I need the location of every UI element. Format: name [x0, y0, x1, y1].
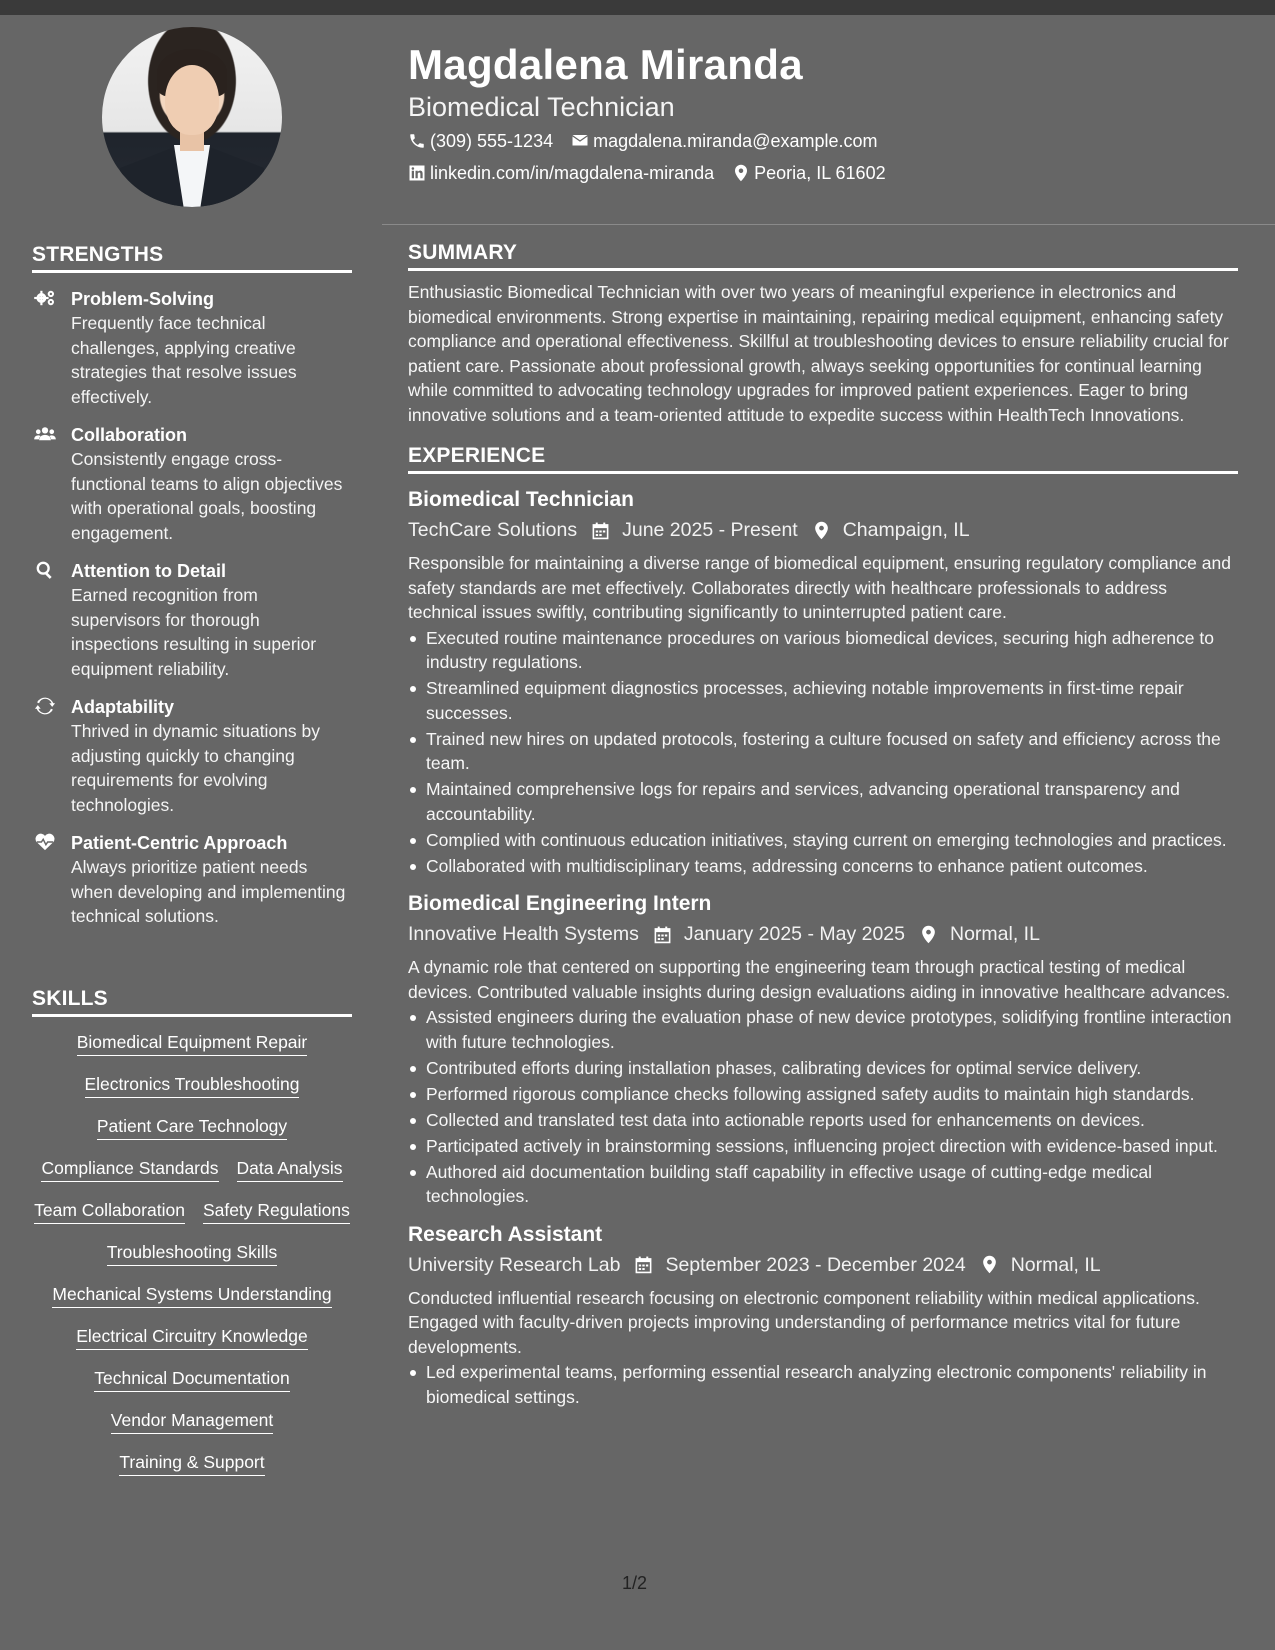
job-company: TechCare Solutions — [408, 519, 578, 541]
job-description: Conducted influential research focusing on electronic component reliability within medical applications. Engaged with faculty-driven projects improving understanding of performance metrics vital for future developments. — [408, 1287, 1200, 1357]
map-marker-icon — [812, 521, 831, 540]
strength-title: Patient-Centric Approach — [71, 833, 288, 853]
strength-desc: Always prioritize patient needs when developing and implementing technical solutions. — [71, 857, 346, 926]
skill-list — [32, 1031, 352, 1493]
resume-header — [408, 40, 1238, 188]
phone-contact — [408, 126, 553, 156]
job-bullet: Participated actively in brainstorming sessions, influencing project direction with evidence-based input. — [408, 1134, 1238, 1159]
search-icon — [32, 560, 58, 580]
job-location: Normal, IL — [1010, 1253, 1101, 1276]
users-icon — [32, 424, 58, 444]
top-bar — [0, 0, 1275, 15]
job-location: Champaign, IL — [842, 519, 970, 541]
job-entry — [408, 890, 1238, 1209]
skill-tag: Training & Support — [119, 1451, 264, 1476]
linkedin-icon — [408, 164, 426, 182]
job-title: Biomedical Engineering Intern — [408, 892, 712, 915]
gears-icon — [32, 288, 58, 308]
main-column — [408, 241, 1238, 1411]
strength-item — [32, 695, 352, 817]
candidate-role: Biomedical Technician — [408, 92, 675, 122]
skill-tag: Data Analysis — [237, 1157, 343, 1182]
phone-icon — [408, 132, 426, 150]
skill-tag: Safety Regulations — [203, 1199, 350, 1224]
job-bullets — [408, 1360, 1238, 1409]
skill-tag: Electronics Troubleshooting — [85, 1073, 300, 1098]
job-dates: January 2025 - May 2025 — [683, 923, 905, 945]
job-title: Biomedical Technician — [408, 488, 635, 511]
job-dates: September 2023 - December 2024 — [665, 1253, 966, 1276]
strength-desc: Earned recognition from supervisors for thorough inspections resulting in superior equipment reliability. — [71, 585, 317, 679]
profile-photo — [102, 27, 282, 207]
summary-text: Enthusiastic Biomedical Technician with over two years of meaningful experience in electronics and biomedical environments. Strong expertise in maintaining, repairing medical equipment, enhancing safety compliance and operational effectiveness. Skillful at troubleshooting devices to ensure reliability crucial for patient care. Passionate about professional growth, always seeking opportunities for continual learning while committed to advocating technology upgrades for improved patient experiences. Eager to bring innovative solutions and a team-oriented attitude to expedite success within HealthTech Innovations. — [408, 282, 1229, 425]
email-contact[interactable] — [571, 126, 877, 156]
skill-tag: Patient Care Technology — [97, 1115, 287, 1140]
skill-tag: Team Collaboration — [34, 1199, 185, 1224]
linkedin-text[interactable]: linkedin.com/in/magdalena-miranda — [430, 163, 715, 183]
job-entry — [408, 486, 1238, 878]
job-entry — [408, 1221, 1238, 1410]
job-bullet: Maintained comprehensive logs for repairs and services, advancing operational transparency and accountability. — [408, 777, 1238, 826]
job-bullet: Collected and translated test data into actionable reports used for enhancements on devices. — [408, 1108, 1238, 1133]
map-marker-icon — [980, 1255, 999, 1274]
job-bullet: Authored aid documentation building staff capability in effective usage of cutting-edge medical technologies. — [408, 1160, 1238, 1209]
strengths-section — [32, 243, 352, 929]
calendar-icon — [653, 925, 672, 944]
calendar-icon — [634, 1255, 653, 1274]
header-divider — [382, 224, 1275, 225]
job-location: Normal, IL — [950, 923, 1040, 945]
skills-section — [32, 987, 352, 1493]
job-description: A dynamic role that centered on supporting the engineering team through practical testing of medical devices. Contributed valuable insights during design evaluations aiding in innovative healthcare advances. — [408, 957, 1231, 1002]
job-bullet: Performed rigorous compliance checks following assigned safety audits to maintain high standards. — [408, 1082, 1238, 1107]
skill-tag: Compliance Standards — [41, 1157, 218, 1182]
location-text: Peoria, IL 61602 — [754, 163, 886, 183]
envelope-icon — [571, 132, 589, 150]
skill-tag: Vendor Management — [111, 1409, 273, 1434]
strength-item — [32, 559, 352, 681]
strengths-heading: STRENGTHS — [32, 243, 352, 273]
job-bullets — [408, 1005, 1238, 1209]
strength-desc: Consistently engage cross-functional teams to align objectives with operational goals, boosting engagement. — [71, 449, 343, 543]
map-marker-icon — [919, 925, 938, 944]
job-meta — [408, 919, 1238, 949]
job-bullet: Led experimental teams, performing essential research analyzing electronic components' reliability in biomedical settings. — [408, 1360, 1238, 1409]
job-bullet: Collaborated with multidisciplinary teams, addressing concerns to enhance patient outcomes. — [408, 854, 1238, 879]
job-bullet: Executed routine maintenance procedures on various biomedical devices, securing high adherence to industry regulations. — [408, 626, 1238, 675]
skill-tag: Biomedical Equipment Repair — [77, 1031, 308, 1056]
skill-tag: Troubleshooting Skills — [107, 1241, 278, 1266]
skill-tag: Mechanical Systems Understanding — [52, 1283, 331, 1308]
contact-row — [408, 126, 1238, 156]
strength-title: Attention to Detail — [71, 561, 226, 581]
strength-item — [32, 831, 352, 929]
job-bullet: Complied with continuous education initiatives, staying current on emerging technologies and practices. — [408, 828, 1238, 853]
skill-tag: Technical Documentation — [94, 1367, 290, 1392]
page-number: 1/2 — [622, 1573, 648, 1593]
job-bullets — [408, 626, 1238, 879]
job-bullet: Streamlined equipment diagnostics processes, achieving notable improvements in first-time repair successes. — [408, 676, 1238, 725]
calendar-icon — [591, 521, 610, 540]
job-company: Innovative Health Systems — [408, 923, 639, 945]
strength-title: Adaptability — [71, 697, 175, 717]
map-marker-icon — [732, 164, 750, 182]
linkedin-contact[interactable] — [408, 158, 714, 188]
summary-heading: SUMMARY — [408, 241, 1238, 271]
job-description: Responsible for maintaining a diverse range of biomedical equipment, ensuring regulatory compliance and safety standards are met effectively. Collaborates directly with healthcare professionals to address technical issues swiftly, contributing significantly to uninterrupted patient care. — [408, 553, 1231, 622]
job-bullet: Contributed efforts during installation phases, calibrating devices for optimal service delivery. — [408, 1056, 1238, 1081]
contact-row — [408, 158, 1238, 188]
refresh-icon — [32, 696, 58, 716]
skill-tag: Electrical Circuitry Knowledge — [76, 1325, 307, 1350]
job-dates: June 2025 - Present — [622, 519, 798, 541]
job-meta — [408, 1250, 1238, 1280]
job-title: Research Assistant — [408, 1222, 603, 1246]
strength-item — [32, 287, 352, 409]
phone-text: (309) 555-1234 — [430, 131, 554, 151]
job-meta — [408, 515, 1238, 545]
experience-heading: EXPERIENCE — [408, 444, 1238, 474]
strength-title: Collaboration — [71, 425, 187, 445]
strength-title: Problem-Solving — [71, 289, 215, 309]
job-company: University Research Lab — [408, 1253, 621, 1276]
strength-desc: Frequently face technical challenges, applying creative strategies that resolve issues effectively. — [71, 313, 297, 407]
job-bullet: Trained new hires on updated protocols, fostering a culture focused on safety and efficiency across the team. — [408, 727, 1238, 776]
skills-heading: SKILLS — [32, 987, 352, 1017]
location-contact — [732, 158, 885, 188]
strength-desc: Thrived in dynamic situations by adjusting quickly to changing requirements for evolving technologies. — [71, 721, 320, 815]
job-bullet: Assisted engineers during the evaluation phase of new device prototypes, solidifying frontline interaction with future technologies. — [408, 1005, 1238, 1054]
strength-item — [32, 423, 352, 545]
heartbeat-icon — [32, 832, 58, 852]
email-text[interactable]: magdalena.miranda@example.com — [593, 131, 878, 151]
candidate-name: Magdalena Miranda — [408, 41, 803, 88]
